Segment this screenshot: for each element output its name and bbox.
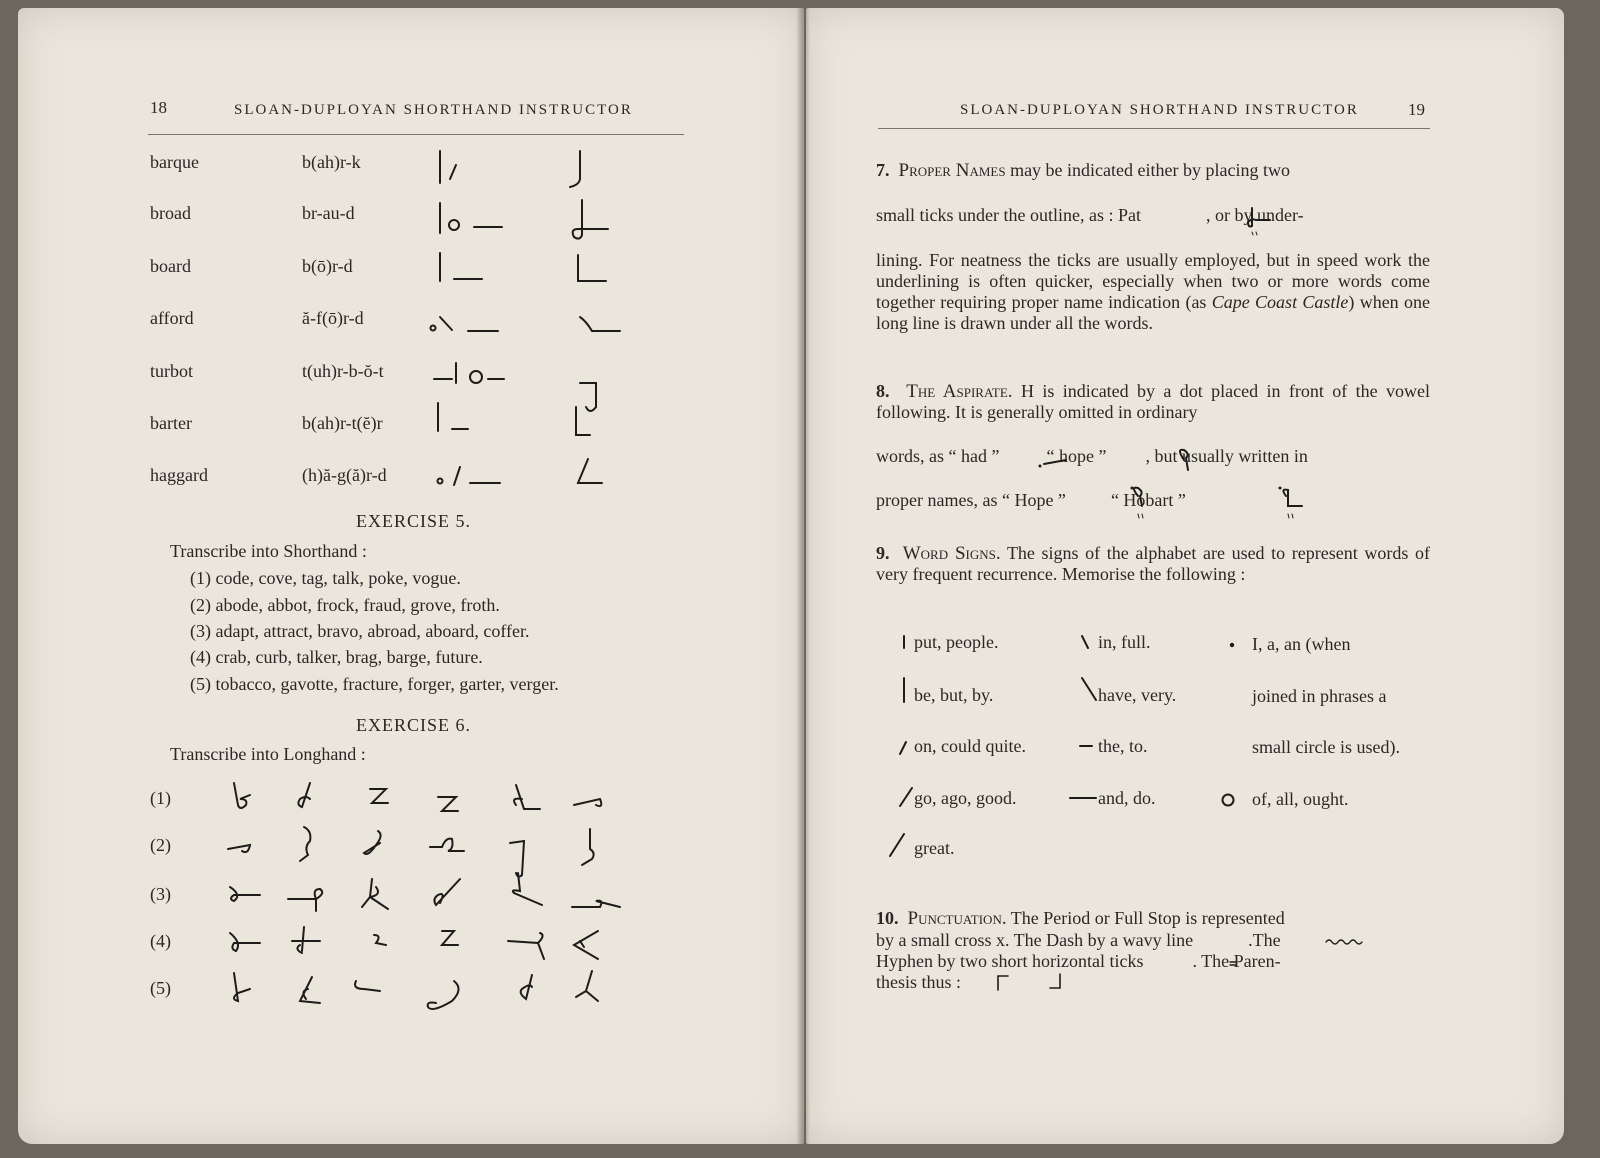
phonetic-cell: b(ah)r-t(ĕ)r <box>302 413 383 433</box>
word-sign-entry: put, people. <box>914 632 999 652</box>
section8-number: 8. <box>876 381 890 401</box>
section8-hobart-proper: “ Hobart ” <box>1110 490 1186 510</box>
phonetic-cell: b(ah)r-k <box>302 152 361 172</box>
exercise5-instruction: Transcribe into Shorthand : <box>170 541 367 561</box>
had-hope-signs <box>1036 446 1236 476</box>
left-folio: 18 <box>150 98 167 117</box>
section8-written-text: , but usually written in <box>1145 446 1308 466</box>
section7-line2 <box>876 205 1430 226</box>
word-sign-entry: and, do. <box>1098 788 1156 808</box>
left-header-rule <box>148 134 684 135</box>
right-header-rule <box>878 128 1430 129</box>
exercise6-row-label: (3) <box>150 884 171 904</box>
word-sign-entry: great. <box>914 838 955 858</box>
exercise6-shorthand-grid <box>220 775 640 1030</box>
hope-hobart-signs <box>1124 484 1324 524</box>
section8-line1 <box>876 381 1430 423</box>
pat-outline-sign <box>1244 206 1284 236</box>
word-sign-entry: joined in phrases a <box>1252 686 1387 706</box>
word-cell: board <box>150 256 191 276</box>
section10-line1 <box>876 908 1430 929</box>
section8-heading: The Aspirate. <box>906 381 1013 402</box>
section7-number: 7. <box>876 160 890 180</box>
section7-line1 <box>876 160 1430 181</box>
exercise5-title: EXERCISE 5. <box>356 511 472 531</box>
exercise6-row-label: (1) <box>150 788 171 808</box>
word-sign-entry: the, to. <box>1098 736 1148 756</box>
section7-body <box>876 250 1430 334</box>
word-cell: barter <box>150 413 192 433</box>
section8-text: H is indicated by a dot placed in front of the vowel following. It is generally omitted in ordinary <box>876 381 1431 422</box>
section8-hope-proper: proper names, as “ Hope ” <box>876 490 1066 510</box>
exercise6-instruction: Transcribe into Longhand : <box>170 744 366 764</box>
section10-the-text: .The <box>1248 930 1281 950</box>
section7-body-end: ) when one long line is drawn under all the words. <box>876 292 1430 333</box>
section8-hope-text: “ hope ” <box>1046 446 1107 466</box>
word-cell: broad <box>150 203 191 223</box>
word-cell: afford <box>150 308 194 328</box>
word-sign-entry: of, all, ought. <box>1252 789 1349 809</box>
section8-had-text: words, as “ had ” <box>876 446 1000 466</box>
exercise5-line: (1) code, cove, tag, talk, poke, vogue. <box>190 568 461 588</box>
section7-pat-text: small ticks under the outline, as : Pat <box>876 205 1141 225</box>
section10-heading: Punctuation. <box>907 908 1007 929</box>
right-running-head: SLOAN-DUPLOYAN SHORTHAND INSTRUCTOR <box>960 102 1359 118</box>
punctuation-signs <box>1320 930 1440 1000</box>
phonetic-cell: (h)ă-g(ă)r-d <box>302 465 387 485</box>
word-sign-entry: go, ago, good. <box>914 788 1017 808</box>
section7-italic-example: Cape Coast Castle <box>1211 292 1349 312</box>
exercise6-row-label: (5) <box>150 978 171 998</box>
exercise6-row-label: (2) <box>150 835 171 855</box>
section9-heading: Word Signs. <box>902 543 1001 564</box>
exercise6-title: EXERCISE 6. <box>356 715 472 735</box>
exercise5-line: (4) crab, curb, talker, brag, barge, future. <box>190 647 483 667</box>
word-sign-entry: small circle is used). <box>1252 737 1400 757</box>
section10-line4: thesis thus : <box>876 972 962 992</box>
phonetic-cell: t(uh)r-b-ŏ-t <box>302 361 384 381</box>
left-running-head: SLOAN-DUPLOYAN SHORTHAND INSTRUCTOR <box>234 102 633 118</box>
section10-paren-text: . The Paren- <box>1192 951 1281 971</box>
word-table-shorthand <box>430 145 630 505</box>
section7-heading: Proper Names <box>898 160 1006 181</box>
word-sign-entry: have, very. <box>1098 685 1177 705</box>
section9-number: 9. <box>876 543 890 563</box>
word-sign-entry: be, but, by. <box>914 685 994 705</box>
section10-number: 10. <box>876 908 899 928</box>
phonetic-cell: ă-f(ō)r-d <box>302 308 364 328</box>
section10-text: The Period or Full Stop is represented <box>1010 908 1285 928</box>
word-sign-entry: on, could quite. <box>914 736 1026 756</box>
phonetic-cell: b(ō)r-d <box>302 256 353 276</box>
section9-text: The signs of the alphabet are used to represent words of very frequent recurrence. Memorise the following : <box>876 543 1430 584</box>
exercise6-row-label: (4) <box>150 931 171 951</box>
word-cell: turbot <box>150 361 193 381</box>
right-folio: 19 <box>1408 100 1425 119</box>
word-sign-entry: in, full. <box>1098 632 1151 652</box>
word-cell: barque <box>150 152 199 172</box>
word-sign-glyphs <box>886 628 1246 868</box>
exercise5-line: (2) abode, abbot, frock, fraud, grove, froth. <box>190 595 500 615</box>
phonetic-cell: br-au-d <box>302 203 355 223</box>
section7-body-text: lining. For neatness the ticks are usually employed, but in speed work the underlining is often quicker, especially when two or more words come together requiring proper name indication (as <box>876 250 1430 312</box>
section7-text: may be indicated either by placing two <box>1010 160 1290 180</box>
exercise5-line: (3) adapt, attract, bravo, abroad, aboard, coffer. <box>190 621 530 641</box>
section10-hyphen-text: Hyphen by two short horizontal ticks <box>876 951 1144 971</box>
word-sign-entry: I, a, an (when <box>1252 634 1351 654</box>
exercise5-line: (5) tobacco, gavotte, fracture, forger, garter, verger. <box>190 674 559 694</box>
section7-underlining-text: , or by under- <box>1205 205 1304 225</box>
word-cell: haggard <box>150 465 208 485</box>
book-gutter <box>796 6 810 1146</box>
section10-dash-text: by a small cross x. The Dash by a wavy line <box>876 930 1194 950</box>
section9-intro <box>876 543 1430 585</box>
